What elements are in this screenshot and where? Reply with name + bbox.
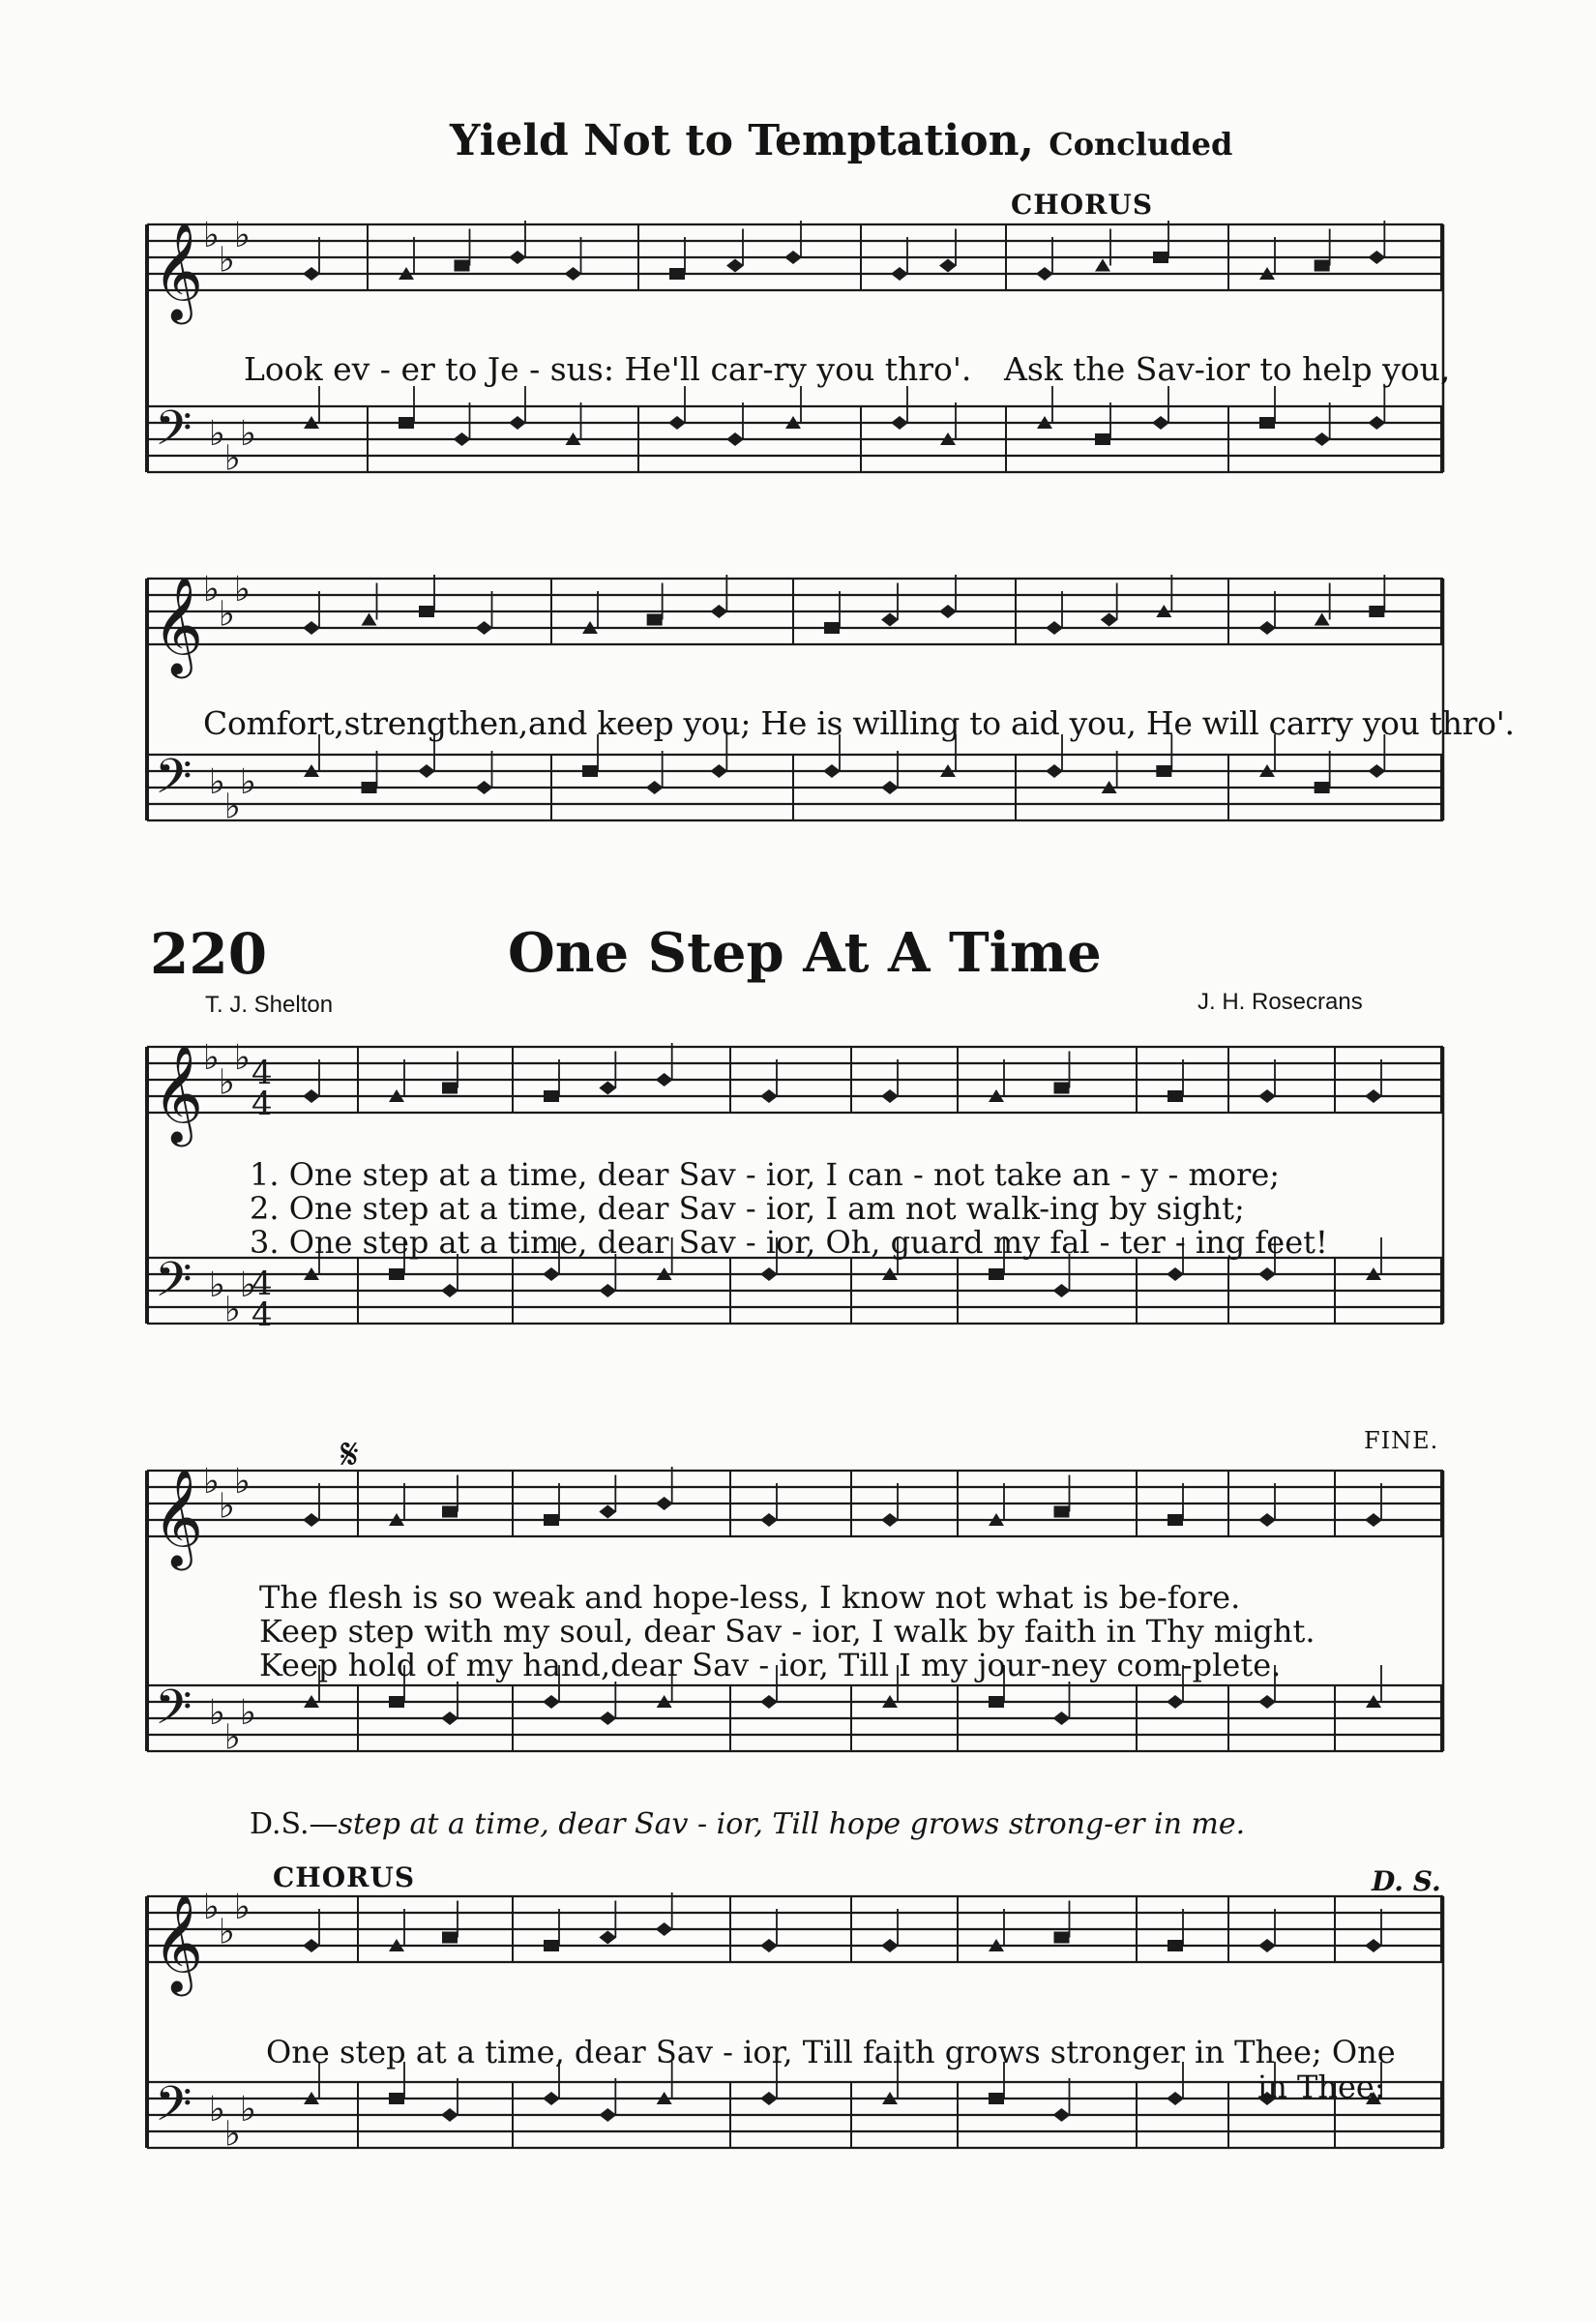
note-head [726,259,744,273]
note-head [1258,1939,1276,1952]
clef-glyph: ♭ [203,216,220,255]
clef-glyph: ♭ [209,414,225,454]
note-head [389,1268,404,1280]
note-head [1315,260,1330,272]
note-head [669,268,685,280]
hymn-b-title: One Step At A Time [508,921,1102,985]
note-head [656,1073,673,1087]
note-head [544,1514,559,1526]
note-head [939,605,957,618]
note-head [989,1696,1004,1708]
note-head [1365,1939,1382,1952]
note-head [1259,417,1275,429]
note-head [1156,765,1171,777]
music-credit: J. H. Rosecrans [1197,989,1363,1015]
chorus-lyric-tail: in Thee; [1257,2069,1385,2105]
note-head [303,1089,320,1103]
note-head [891,416,908,430]
note-head [710,764,727,778]
note-head [389,2093,404,2104]
clef-glyph: ♭ [240,1693,256,1733]
hymn-a-lyric-line1a: Look ev - er to Je - sus: He'll car-ry you thro'. [244,350,972,388]
note-head [1053,1712,1071,1725]
clef-glyph: 𝄞 [153,221,204,320]
note-head [989,1268,1004,1280]
note-head [441,2108,458,2122]
note-head [442,1932,458,1944]
clef-glyph: 𝄞 [153,1467,204,1566]
note-head [760,1513,778,1527]
note-head [1315,613,1330,626]
note-head [362,782,377,793]
note-head [1314,432,1331,446]
clef-glyph: ♭ [224,1717,241,1758]
verse-1-line-b: The flesh is so weak and hope-less, I know not what is be-fore. [259,1579,1241,1616]
note-head [939,259,957,273]
note-head [599,1505,616,1519]
note-head [389,1696,404,1708]
note-head [1368,416,1385,430]
note-head [509,251,526,264]
note-head [543,2092,560,2105]
note-head [1258,1089,1276,1103]
clef-glyph: 4 [251,1265,273,1303]
hymn-a-lyric-line2: Comfort,strengthen,and keep you; He is willing to aid you, He will carry you thro'. [203,704,1515,742]
note-head [710,605,727,618]
hymn-a-chorus-label: CHORUS [1011,189,1154,221]
clef-glyph: 𝄞 [153,575,204,674]
clef-glyph: 𝄞 [153,1043,204,1143]
note-head [418,764,435,778]
note-head [509,416,526,430]
hymn-a-lyric-line1b: Ask the Sav-ior to help you, [1004,350,1451,388]
note-head [1258,1513,1276,1527]
note-head [1054,1932,1070,1944]
note-head [1046,621,1063,635]
note-head [1046,764,1063,778]
note-head [1365,1089,1382,1103]
note-head [303,1939,320,1952]
note-head [891,267,908,281]
note-head [599,1082,616,1095]
note-head [599,2108,616,2122]
note-head [668,416,686,430]
note-head [760,1089,778,1103]
clef-glyph: 𝄢 [155,2076,192,2144]
ds-lyric-line [250,1807,1245,1841]
note-head [442,1506,458,1518]
note-head [1054,1506,1070,1518]
clef-glyph: ♭ [209,2090,225,2129]
clef-glyph: ♭ [240,762,256,802]
note-head [881,613,899,627]
clef-glyph: ♭ [209,1693,225,1733]
verse-2-line-a: 2. One step at a time, dear Sav - ior, I am not walk-ing by sight; [250,1190,1245,1227]
clef-glyph: ♭ [209,762,225,802]
note-head [599,1931,616,1945]
note-head [1095,433,1110,445]
note-head [1053,2108,1071,2122]
note-head [881,1089,899,1103]
clef-glyph: ♭ [224,438,241,479]
clef-glyph: ♭ [240,1265,256,1305]
note-head [1167,1267,1184,1281]
clef-glyph: ♭ [224,787,241,827]
note-head [823,764,841,778]
clef-glyph: 𝄢 [155,401,192,468]
ds-mark: D. S. [1372,1865,1441,1897]
note-head [1153,252,1168,263]
clef-glyph: ♭ [234,1038,251,1078]
note-head [881,1513,899,1527]
note-head [1368,251,1385,264]
note-head [881,1939,899,1952]
hymn-b-chorus-label: CHORUS [273,1861,416,1893]
note-head [442,1083,458,1094]
clef-glyph: ♭ [219,594,235,635]
clef-glyph: ♭ [219,1486,235,1527]
note-head [419,606,434,617]
clef-glyph: 𝄢 [155,749,192,817]
note-head [362,613,377,626]
note-head [544,1940,559,1951]
note-head [1167,1940,1183,1951]
clef-glyph: 4 [251,1295,273,1334]
clef-glyph: ♭ [234,1462,251,1502]
clef-glyph: ♭ [224,2114,241,2155]
clef-glyph: ♭ [240,2090,256,2129]
note-head [824,622,840,634]
note-head [303,621,320,635]
note-head [543,1267,560,1281]
segno-sign: 𝄋 [340,1430,359,1479]
note-head [760,1695,778,1709]
note-head [303,1513,320,1527]
note-head [1167,2092,1184,2105]
clef-glyph: 4 [251,1054,273,1092]
note-head [441,1284,458,1297]
clef-glyph: ♭ [219,240,235,281]
note-head [476,621,493,635]
words-credit: T. J. Shelton [205,992,334,1018]
ds-line-label: D.S.— [250,1807,339,1841]
verse-3-line-a: 3. One step at a time, dear Sav - ior, Oh, guard my fal - ter - ing feet! [250,1224,1328,1261]
clef-glyph: ♭ [234,570,251,610]
note-head [1368,764,1385,778]
note-head [441,1712,458,1725]
clef-glyph: ♭ [203,1462,220,1502]
clef-glyph: ♭ [224,1290,241,1330]
clef-glyph: ♭ [209,1265,225,1305]
note-head [303,267,320,281]
clef-glyph: 𝄢 [155,1252,192,1320]
note-head [1167,1695,1184,1709]
note-head [1315,782,1330,793]
clef-glyph: ♭ [203,1038,220,1078]
note-head [784,251,802,264]
note-head [656,1922,673,1936]
clef-glyph: ♭ [234,1888,251,1927]
clef-glyph: ♭ [203,570,220,610]
note-head [1152,416,1169,430]
note-head [989,2093,1004,2104]
fine-mark: FINE. [1364,1427,1439,1454]
ds-line-text: step at a time, dear Sav - ior, Till hope grows strong-er in me. [338,1807,1246,1841]
note-head [565,267,582,281]
verse-1-line-a: 1. One step at a time, dear Sav - ior, I can - not take an - y - more; [250,1156,1281,1193]
note-head [1054,1083,1070,1094]
note-head [646,781,664,794]
note-head [1167,1090,1183,1102]
note-head [656,1497,673,1510]
note-head [543,1695,560,1709]
note-head [399,417,414,429]
note-head [760,1267,778,1281]
chorus-lyric-line: One step at a time, dear Sav - ior, Till faith grows stronger in Thee; One [266,2034,1396,2070]
verse-2-line-b: Keep step with my soul, dear Sav - ior, I walk by faith in Thy might. [259,1613,1315,1650]
hymn-a-title-suffix: Concluded [1049,126,1233,163]
hymn-number: 220 [150,921,268,987]
clef-glyph: ♭ [219,1062,235,1103]
note-head [599,1284,616,1297]
note-head [1365,1513,1382,1527]
note-head [455,260,470,272]
clef-glyph: 𝄞 [153,1892,204,1992]
clef-glyph: ♭ [234,216,251,255]
clef-glyph: 4 [251,1085,273,1123]
clef-glyph: ♭ [219,1912,235,1952]
clef-glyph: ♭ [240,414,256,454]
hymn-a-title-main: Yield Not to Temptation, [450,116,1034,165]
note-head [1369,606,1384,617]
verse-3-line-b: Keep hold of my hand,dear Sav - ior, Till I my jour-ney com-plete. [259,1647,1282,1683]
note-head [1258,621,1276,635]
note-head [582,765,598,777]
note-head [1101,613,1118,627]
note-head [760,2092,778,2105]
clef-glyph: 𝄢 [155,1680,192,1747]
note-head [599,1712,616,1725]
note-head [1036,267,1053,281]
note-head [726,432,744,446]
note-head [760,1939,778,1952]
clef-glyph: ♭ [203,1888,220,1927]
note-head [544,1090,559,1102]
note-head [1258,1695,1276,1709]
note-head [1167,1514,1183,1526]
note-head [1053,1284,1071,1297]
note-head [1095,259,1110,272]
note-head [647,614,663,626]
note-head [881,781,899,794]
note-head [454,432,471,446]
note-head [1258,1267,1276,1281]
note-head [476,781,493,794]
